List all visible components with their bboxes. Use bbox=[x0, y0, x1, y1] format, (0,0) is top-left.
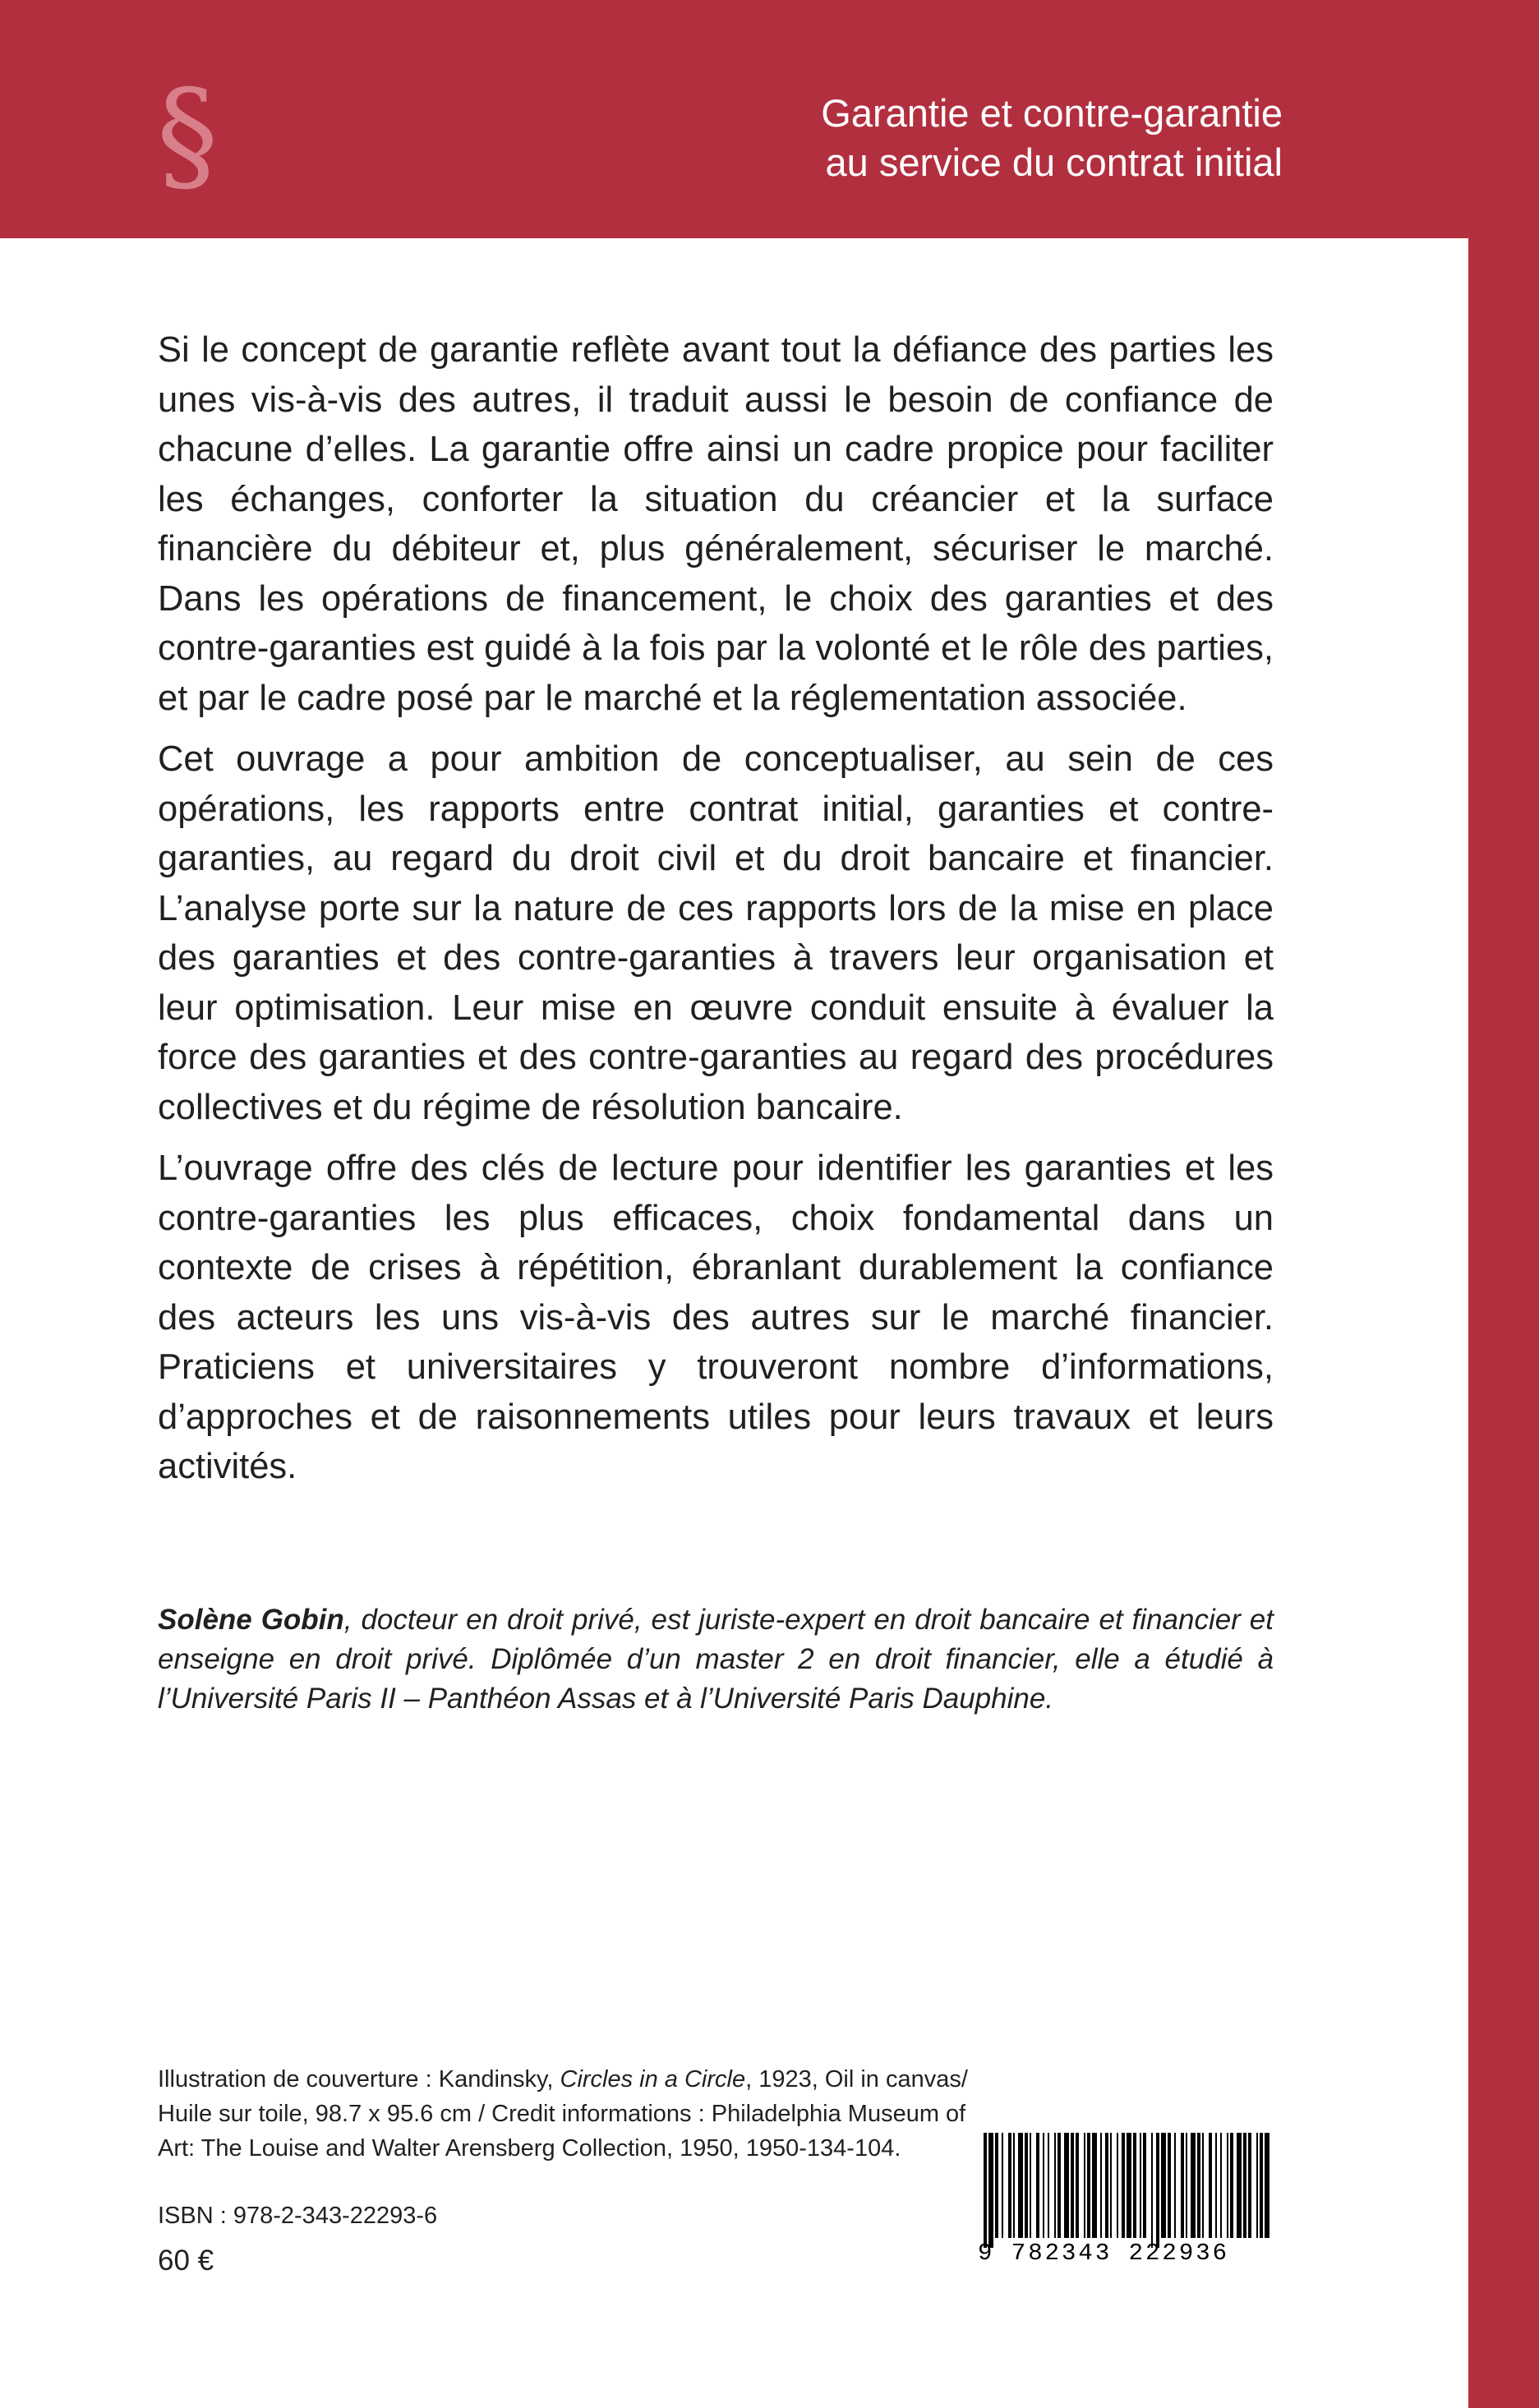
author-name: Solène Gobin bbox=[158, 1604, 344, 1636]
barcode-bar bbox=[1100, 2133, 1102, 2238]
barcode-bar bbox=[988, 2133, 993, 2248]
barcode-bar bbox=[1260, 2133, 1263, 2238]
barcode-bar bbox=[1008, 2133, 1011, 2238]
book-title bbox=[461, 89, 1283, 187]
barcode-bar bbox=[1043, 2133, 1044, 2238]
barcode-bar bbox=[1064, 2133, 1069, 2238]
author-bio-text: , docteur en droit privé, est juriste-expert en droit bancaire et financier et enseigne en droit privé. Diplômée d’un master 2 en droit financier, elle a étudié à l’Université Paris II – Panthéon Assas et à l’Université Paris Dauphine. bbox=[158, 1604, 1274, 1715]
summary-paragraph: L’ouvrage offre des clés de lecture pour identifier les garanties et les contre-garanties les plus efficaces, choix fondamental dans un contexte de crises à répétition, ébranlant durablement la confiance des acteurs les uns vis-à-vis des autres sur le marché financier. Praticiens et universitaires y trouveront nombre d’informations, d’approches et de raisonnements utiles pour leurs travaux et leurs activités. bbox=[158, 1149, 1274, 1486]
barcode-bar bbox=[1168, 2133, 1171, 2238]
barcode-bar bbox=[1156, 2133, 1159, 2248]
barcode-bar bbox=[1256, 2133, 1258, 2238]
book-title-line-2: au service du contrat initial bbox=[825, 140, 1283, 184]
barcode-bar bbox=[1092, 2133, 1097, 2238]
barcode-bar bbox=[1215, 2133, 1217, 2238]
section-symbol-icon: § bbox=[156, 64, 219, 207]
barcode-bar bbox=[1133, 2133, 1136, 2238]
barcode-bar bbox=[1230, 2133, 1233, 2238]
barcode-bar bbox=[1105, 2133, 1108, 2238]
barcode-bar bbox=[1013, 2133, 1015, 2238]
barcode-bar bbox=[1018, 2133, 1023, 2238]
barcode-bar bbox=[1227, 2133, 1228, 2238]
barcode-digits: 9 782343 222936 bbox=[978, 2240, 1230, 2267]
barcode-bar bbox=[1054, 2133, 1056, 2238]
barcode-bar bbox=[1025, 2133, 1028, 2238]
barcode-bar bbox=[1030, 2133, 1031, 2238]
artwork-title: Circles in a Circle bbox=[560, 2066, 746, 2093]
spine-band bbox=[1468, 0, 1539, 2408]
barcode-bar bbox=[1117, 2133, 1118, 2238]
barcode-bar bbox=[1036, 2133, 1039, 2238]
barcode-bar bbox=[1191, 2133, 1196, 2238]
barcode-bar bbox=[1048, 2133, 1049, 2238]
barcode-bar bbox=[1248, 2133, 1251, 2238]
barcode-bar bbox=[1243, 2133, 1246, 2238]
book-title-line-1: Garantie et contre-garantie bbox=[821, 91, 1283, 135]
barcode-bar bbox=[1002, 2133, 1003, 2238]
barcode-bar bbox=[995, 2133, 998, 2238]
barcode-bar bbox=[1151, 2133, 1153, 2248]
illustration-credits bbox=[158, 2062, 979, 2166]
credits-suffix: , 1923, Oil in canvas/ Huile sur toile, 98.7 x 95.6 cm / Credit informations : Philadelphia Museum of Art: The Louise and Walter Arensberg Collection, 1950, 1950-134-104. bbox=[158, 2066, 968, 2162]
barcode-bar bbox=[1181, 2133, 1184, 2238]
isbn: ISBN : 978-2-343-22293-6 bbox=[158, 2203, 438, 2229]
barcode-bar bbox=[1087, 2133, 1090, 2238]
summary-paragraph: Cet ouvrage a pour ambition de conceptualiser, au sein de ces opérations, les rapports entre contrat initial, garanties et contre-garanties, au regard du droit civil et du droit bancaire et financier. L’analyse porte sur la nature de ces rapports lors de la mise en place des garanties et des contre-garanties à travers leur organisation et leur optimisation. Leur mise en œuvre conduit ensuite à évaluer la force des garanties et des contre-garanties au regard des procédures collectives et du régime de résolution bancaire. bbox=[158, 739, 1274, 1127]
author-bio-paragraph bbox=[158, 1600, 1274, 1719]
barcode-bar bbox=[1122, 2133, 1125, 2238]
credits-prefix: Illustration de couverture : Kandinsky, bbox=[158, 2066, 560, 2093]
back-cover-summary bbox=[158, 325, 1274, 1503]
barcode-bar bbox=[1197, 2133, 1200, 2238]
barcode-bar bbox=[1161, 2133, 1166, 2238]
barcode-bar bbox=[1202, 2133, 1204, 2238]
barcode-bar bbox=[1265, 2133, 1269, 2238]
barcode-bar bbox=[1237, 2133, 1242, 2238]
barcode-bar bbox=[1076, 2133, 1079, 2238]
barcode-bar bbox=[1143, 2133, 1146, 2238]
barcode-bar bbox=[1220, 2133, 1222, 2238]
summary-paragraph: Si le concept de garantie reflète avant tout la défiance des parties les unes vis-à-vis des autres, il traduit aussi le besoin de confiance de chacune d’elles. La garantie offre ainsi un cadre propice pour faciliter les échanges, conforter la situation du créancier et la surface financière du débiteur et, plus généralement, sécuriser le marché. Dans les opérations de financement, le choix des garanties et des contre-garanties est guidé à la fois par la volonté et le rôle des parties, et par le cadre posé par le marché et la réglementation associée. bbox=[158, 330, 1274, 718]
barcode-bar bbox=[1140, 2133, 1141, 2238]
price: 60 € bbox=[158, 2245, 214, 2277]
author-bio bbox=[158, 1600, 1274, 1719]
barcode-bar bbox=[1186, 2133, 1187, 2238]
barcode-bar bbox=[1127, 2133, 1131, 2238]
barcode-bar bbox=[1209, 2133, 1212, 2238]
barcode-bar bbox=[1110, 2133, 1112, 2238]
barcode-bar bbox=[1057, 2133, 1061, 2238]
barcode-bar bbox=[1071, 2133, 1074, 2238]
barcode-bar bbox=[984, 2133, 987, 2248]
barcode-bar bbox=[1084, 2133, 1085, 2238]
barcode-bar bbox=[1174, 2133, 1176, 2238]
